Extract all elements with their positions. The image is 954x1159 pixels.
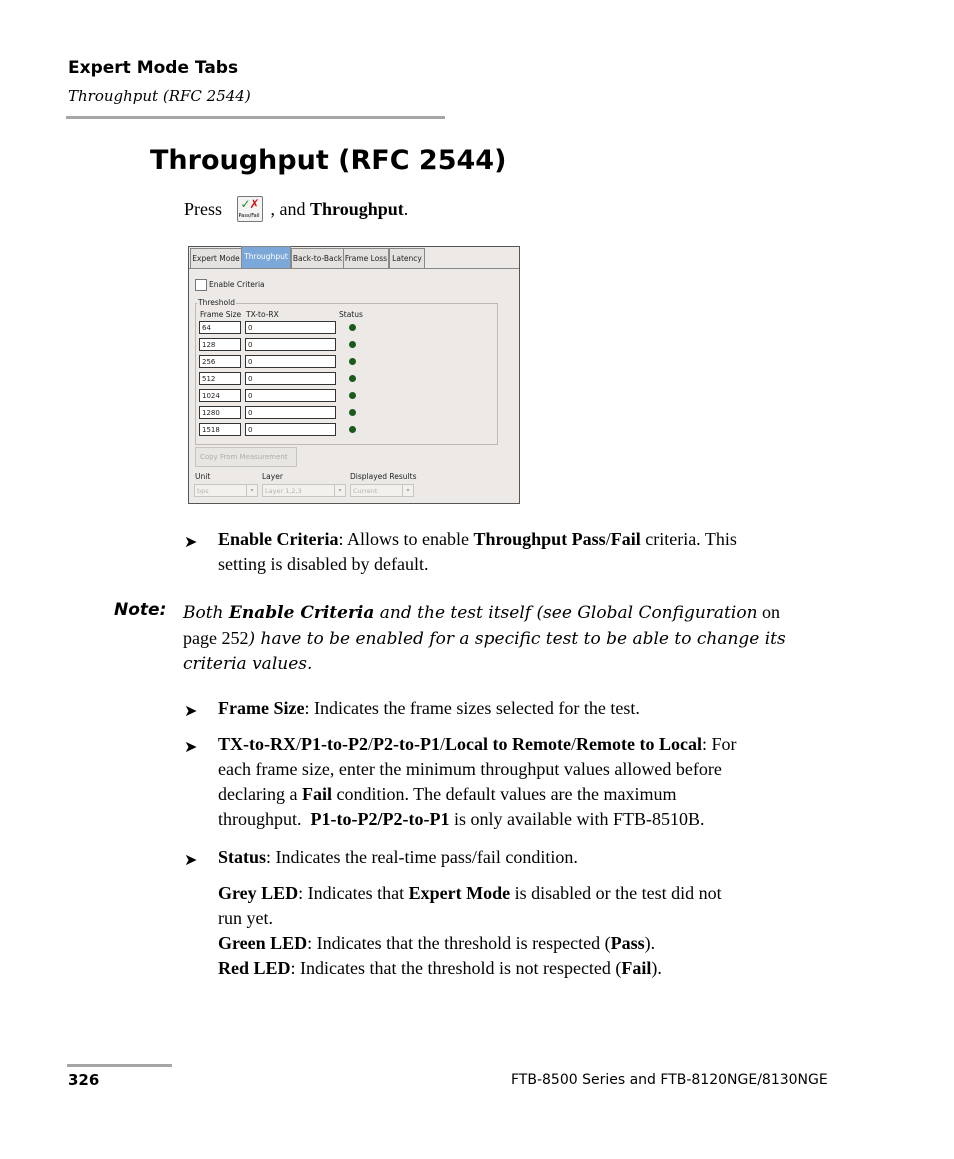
col-frame-size: Frame Size <box>200 310 242 319</box>
displayed-results-select[interactable] <box>350 484 414 497</box>
text: each frame size, enter the minimum throughput values allowed before <box>218 759 722 779</box>
unit-select[interactable] <box>194 484 258 497</box>
chevron-down-icon: ▾ <box>334 485 345 496</box>
term: P1-to-P2 <box>310 809 378 829</box>
text: / <box>296 734 302 754</box>
unit-value: bps <box>197 487 209 495</box>
tab-expert-mode[interactable]: Expert Mode <box>190 248 242 269</box>
term: Remote to Local <box>576 734 702 754</box>
tab-latency[interactable]: Latency <box>389 248 425 269</box>
tx-to-rx-field[interactable]: 0 <box>245 338 336 351</box>
tab-bar <box>189 247 519 269</box>
term-throughput-pass: Throughput Pass <box>473 529 606 549</box>
text: : Indicates that the threshold is not respected ( <box>290 958 622 978</box>
press-text: Press <box>184 199 223 219</box>
term-pass: Pass <box>610 933 645 953</box>
status-led-icon <box>349 324 356 331</box>
results-value: Current <box>353 487 378 495</box>
frame-size-field[interactable]: 1280 <box>199 406 241 419</box>
term-fail: Fail <box>301 784 332 804</box>
tx-to-rx-field[interactable]: 0 <box>245 423 336 436</box>
text: / <box>440 734 446 754</box>
text: throughput. <box>218 809 311 829</box>
layer-value: Layer 1,2,3 <box>265 487 302 495</box>
bullet-tx-to-rx <box>218 732 818 832</box>
text: / <box>377 809 383 829</box>
term: P1-to-P2 <box>301 734 368 754</box>
text: : Allows to enable <box>338 529 474 549</box>
term-enable-criteria: Enable Criteria <box>218 529 339 549</box>
status-led-icon <box>349 426 356 433</box>
term: P2-to-P1 <box>382 809 450 829</box>
text: : Indicates the real-time pass/fail condition. <box>266 847 578 867</box>
layer-select[interactable] <box>262 484 346 497</box>
text: declaring a <box>218 784 302 804</box>
enable-criteria-checkbox[interactable] <box>195 279 207 291</box>
throughput-screenshot <box>188 246 520 504</box>
page-title: Throughput (RFC 2544) <box>150 145 507 176</box>
status-led-icon <box>349 409 356 416</box>
bullet-status <box>218 845 578 870</box>
product-name: FTB-8500 Series and FTB-8120NGE/8130NGE <box>511 1072 828 1088</box>
term-enable-criteria: Enable Criteria <box>228 603 375 623</box>
text: is only available with FTB-8510B. <box>449 809 705 829</box>
term-fail: Fail <box>621 958 652 978</box>
copy-from-measurement-button[interactable]: Copy From Measurement <box>195 447 297 467</box>
frame-size-field[interactable]: 128 <box>199 338 241 351</box>
tx-to-rx-field[interactable]: 0 <box>245 389 336 402</box>
frame-size-field[interactable]: 256 <box>199 355 241 368</box>
chevron-down-icon: ▾ <box>402 485 413 496</box>
text: on <box>757 602 781 622</box>
pass-fail-icon-label: Pass/Fail <box>238 213 260 219</box>
unit-label: Unit <box>195 472 211 481</box>
term: Local to Remote <box>445 734 571 754</box>
status-led-icon <box>349 341 356 348</box>
text: / <box>368 734 374 754</box>
text: : Indicates that the threshold is respected ( <box>307 933 611 953</box>
text: run yet. <box>218 908 273 928</box>
tab-content <box>189 268 519 504</box>
bullet-arrow-icon: ➤ <box>184 739 198 756</box>
press-end: . <box>403 199 409 219</box>
text: and the test itself (see Global Configuration <box>374 603 758 623</box>
chevron-down-icon: ▾ <box>246 485 257 496</box>
term-frame-size: Frame Size <box>218 698 305 718</box>
frame-size-field[interactable]: 1518 <box>199 423 241 436</box>
term-fail: Fail <box>610 529 641 549</box>
bullet-enable-criteria <box>218 527 737 577</box>
text: criteria values. <box>183 654 313 674</box>
bullet-frame-size <box>218 696 640 721</box>
col-status: Status <box>339 310 363 319</box>
term-red-led: Red LED <box>218 958 291 978</box>
text: condition. The default values are the maximum <box>331 784 677 804</box>
text: setting is disabled by default. <box>218 554 429 574</box>
page-link[interactable]: page 252 <box>183 628 249 648</box>
col-tx-to-rx: TX-to-RX <box>246 310 279 319</box>
frame-size-field[interactable]: 64 <box>199 321 241 334</box>
text: / <box>605 529 611 549</box>
page-number: 326 <box>68 1071 100 1089</box>
layer-label: Layer <box>262 472 283 481</box>
frame-size-field[interactable]: 512 <box>199 372 241 385</box>
text: criteria. This <box>640 529 737 549</box>
text: : Indicates the frame sizes selected for the test. <box>304 698 640 718</box>
text: is disabled or the test did not <box>510 883 722 903</box>
enable-criteria-label: Enable Criteria <box>209 280 265 289</box>
press-middle: , and <box>270 199 311 219</box>
frame-size-field[interactable]: 1024 <box>199 389 241 402</box>
text: : Indicates that <box>298 883 409 903</box>
text: Both <box>183 603 229 623</box>
text: ) have to be enabled for a specific test to be able to change its <box>248 629 786 649</box>
bullet-arrow-icon: ➤ <box>184 703 198 720</box>
tab-back-to-back[interactable]: Back-to-Back <box>291 248 344 269</box>
term-status: Status <box>218 847 267 867</box>
status-led-icon <box>349 375 356 382</box>
tx-to-rx-field[interactable]: 0 <box>245 372 336 385</box>
displayed-results-label: Displayed Results <box>350 472 417 481</box>
status-led-icon <box>349 392 356 399</box>
led-descriptions <box>218 881 818 981</box>
text: : For <box>701 734 737 754</box>
pass-fail-icon: ✓ ✗ Pass/Fail <box>237 196 263 222</box>
note-text <box>183 600 803 677</box>
text: ). <box>644 933 656 953</box>
bullet-arrow-icon: ➤ <box>184 534 198 551</box>
term: TX-to-RX <box>218 734 296 754</box>
threshold-label: Threshold <box>198 298 235 307</box>
bullet-arrow-icon: ➤ <box>184 852 198 869</box>
text: ). <box>651 958 662 978</box>
tab-throughput[interactable]: Throughput <box>241 246 291 269</box>
footer-rule <box>67 1064 172 1067</box>
term-grey-led: Grey LED <box>218 883 299 903</box>
header-rule <box>66 116 445 119</box>
note-label: Note: <box>114 600 167 620</box>
text: / <box>570 734 576 754</box>
press-instruction <box>184 196 408 222</box>
tx-to-rx-field[interactable]: 0 <box>245 355 336 368</box>
term: P2-to-P1 <box>373 734 440 754</box>
term-green-led: Green LED <box>218 933 308 953</box>
press-target: Throughput <box>310 199 404 219</box>
status-led-icon <box>349 358 356 365</box>
term-expert-mode: Expert Mode <box>408 883 511 903</box>
tab-frame-loss[interactable]: Frame Loss <box>343 248 389 269</box>
tx-to-rx-field[interactable]: 0 <box>245 406 336 419</box>
tx-to-rx-field[interactable]: 0 <box>245 321 336 334</box>
header-section: Expert Mode Tabs <box>68 58 239 78</box>
header-subsection: Throughput (RFC 2544) <box>68 87 251 105</box>
